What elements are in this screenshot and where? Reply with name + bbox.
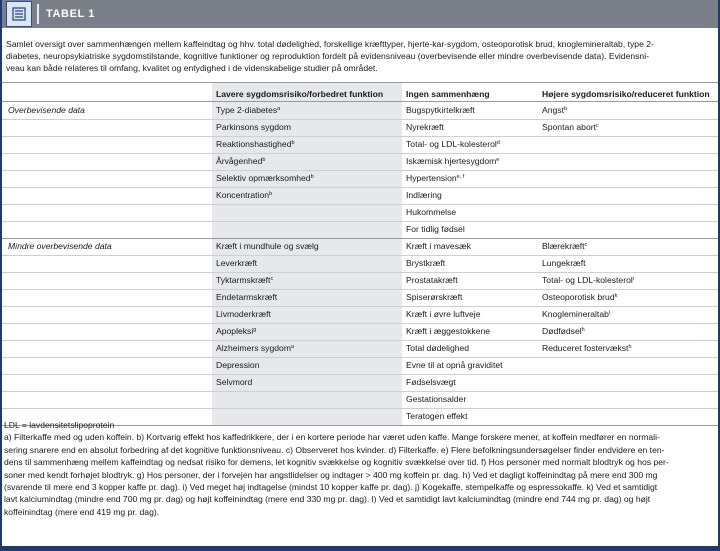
table-cell: Depression — [216, 359, 260, 370]
table-cell: Blærekræft$^c$ — [542, 240, 588, 251]
table-cell: Kræft i mundhule og svælg — [216, 240, 319, 251]
row-divider — [2, 82, 718, 83]
table-cell: Angst$^b$ — [542, 104, 568, 115]
title-separator — [37, 4, 39, 24]
evidence-category: Overbevisende data — [8, 104, 85, 115]
row-divider — [2, 323, 718, 324]
table-cell: Total- og LDL-kolesterol$^i$ — [542, 274, 634, 285]
row-divider — [2, 374, 718, 375]
footnote-line: a) Filterkaffe med og uden koffein. b) Kortvarig effekt hos kaffedrikkere, der i en kortere periode har været uden kaffe. Mange forskere mener, at koffein medfører en normali- — [4, 432, 660, 443]
table-cell: Spontan abort$^c$ — [542, 121, 599, 132]
table-cell: Årvågenhed$^b$ — [216, 155, 266, 166]
table-cell: Bugspytkirtelkræft — [406, 104, 475, 115]
row-divider — [2, 306, 718, 307]
table-cell: Gestationsalder — [406, 393, 467, 404]
table-cell: Fødselsvægt — [406, 376, 456, 387]
footnote-line: dens til sammenhæng mellem kaffeindtag og nedsat risiko for demens, let kognitiv svækkelse og kognitiv svækkelse over tid. f) Hos personer med normalt blodtryk og hos per- — [4, 457, 669, 468]
table-cell: Hukommelse — [406, 206, 457, 217]
row-divider — [2, 153, 718, 154]
table-cell: Teratogen effekt — [406, 410, 468, 421]
bottom-border — [2, 546, 718, 551]
intro-text — [2, 28, 718, 75]
row-divider — [2, 272, 718, 273]
footnote-line: (svarende til mere end 3 kopper kaffe pr. dag). i) Ved meget høj indtagelse (mindst 10 kopper kaffe pr. dag). j) Kogekaffe, stempelkaffe og espressokaffe. k) Ved et samtidigt — [4, 482, 658, 493]
table-cell: Type 2-diabetes$^a$ — [216, 104, 281, 115]
table-cell: For tidlig fødsel — [406, 223, 465, 234]
column-header: Højere sygdomsrisiko/reduceret funktion — [542, 88, 710, 99]
table-cell: Parkinsons sygdom — [216, 121, 291, 132]
table-cell: Hypertension$^{e, f}$ — [406, 172, 465, 183]
table-cell: Evne til at opnå graviditet — [406, 359, 503, 370]
table-cell: Prostatakræft — [406, 274, 458, 285]
table-cell: Alzheimers sygdom$^a$ — [216, 342, 295, 353]
table-cell: Nyrekræft — [406, 121, 444, 132]
table-cell: Kræft i øvre luftveje — [406, 308, 481, 319]
title-bar — [2, 0, 718, 28]
table-cell: Selvmord — [216, 376, 253, 387]
row-divider — [2, 238, 718, 239]
table-cell: Total- og LDL-kolesterol$^d$ — [406, 138, 500, 149]
table-cell: Osteoporotisk brud$^k$ — [542, 291, 618, 302]
table-title: TABEL 1 — [46, 8, 96, 20]
row-divider — [2, 204, 718, 205]
row-divider — [2, 101, 718, 102]
footnote-line: soner med kendt forhøjet blodtryk. g) Hos personer, der i forvejen har angstlidelser og indtager > 400 mg koffein pr. dag. h) Ved et dagligt koffeinindtag på mere end 300 mg — [4, 469, 658, 480]
column-header: Lavere sygdomsrisiko/forbedret funktion — [216, 88, 384, 99]
row-divider — [2, 391, 718, 392]
footnote-line: LDL = lavdensitetslipoprotein — [4, 420, 115, 430]
row-divider — [2, 357, 718, 358]
table-cell: Kræft i æggestokkene — [406, 325, 491, 336]
row-divider — [2, 289, 718, 290]
evidence-category: Mindre overbevisende data — [8, 240, 112, 251]
column-header: Ingen sammenhæng — [406, 88, 490, 99]
table-cell: Reduceret fostervækst$^h$ — [542, 342, 632, 353]
footnote-line: koffeinindtag (mere end 419 mg pr. dag). — [4, 506, 160, 517]
footnote-line: sering snarere end en absolut forbedring af det kognitive funktionsniveau. c) Observeret hos kvinder. d) Filterkaffe. e) Flere befolkningsundersøgelser finder endvidere en ten- — [4, 444, 665, 455]
table-cell: Kræft i mavesæk — [406, 240, 471, 251]
table-cell: Selektiv opmærksomhed$^b$ — [216, 172, 314, 183]
row-divider — [2, 187, 718, 188]
footnote-line: lavt kalciumindtag (mindre end 700 mg pr. dag) og højt koffeinindtag (mere end 330 mg pr. dag). l) Ved et samtidigt lavt kalciumindtag (mindre end 744 mg pr. dag) og højt — [4, 494, 651, 505]
row-divider — [2, 408, 718, 409]
table-cell: Tyktarmskræft$^c$ — [216, 274, 274, 285]
intro-line: Samlet oversigt over sammenhængen mellem kaffeindtag og hhv. total dødelighed, forskellige kræfttyper, hjerte-kar-sygdom, osteoporotisk brud, knoglemineraltab, type 2- — [6, 39, 654, 49]
table-cell: Leverkræft — [216, 257, 258, 268]
table-cell: Dødfødsel$^h$ — [542, 325, 585, 336]
table-cell: Brystkræft — [406, 257, 446, 268]
table-cell: Lungekræft — [542, 257, 586, 268]
table-cell: Total dødelighed — [406, 342, 470, 353]
row-divider — [2, 340, 718, 341]
table-cell: Iskæmisk hjertesygdom$^e$ — [406, 155, 500, 166]
table-cell: Apopleksi$^g$ — [216, 325, 257, 336]
table-cell: Reaktionshastighed$^b$ — [216, 138, 295, 149]
row-divider — [2, 136, 718, 137]
table-cell: Endetarmskræft — [216, 291, 278, 302]
table-cell: Koncentration$^b$ — [216, 189, 273, 200]
intro-line: veau kan både relateres til omfang, kvalitet og entydighed i de videnskabelige studier på området. — [6, 63, 378, 74]
table-cell: Indlæring — [406, 189, 442, 200]
row-divider — [2, 119, 718, 120]
table-icon — [6, 1, 32, 27]
intro-line: diabetes, neuropsykiatriske sygdomstilstande, kognitive funktioner og reproduktion fordelt på evidensniveau (overbevisende eller mindre overbevisende data). Evidensni- — [6, 51, 649, 62]
table-cell: Spiserørskræft — [406, 291, 463, 302]
row-divider — [2, 221, 718, 222]
table-cell: Livmoderkræft — [216, 308, 271, 319]
footnotes — [4, 419, 714, 518]
row-divider — [2, 255, 718, 256]
table-cell: Knoglemineraltab$^l$ — [542, 308, 611, 319]
row-divider — [2, 170, 718, 171]
